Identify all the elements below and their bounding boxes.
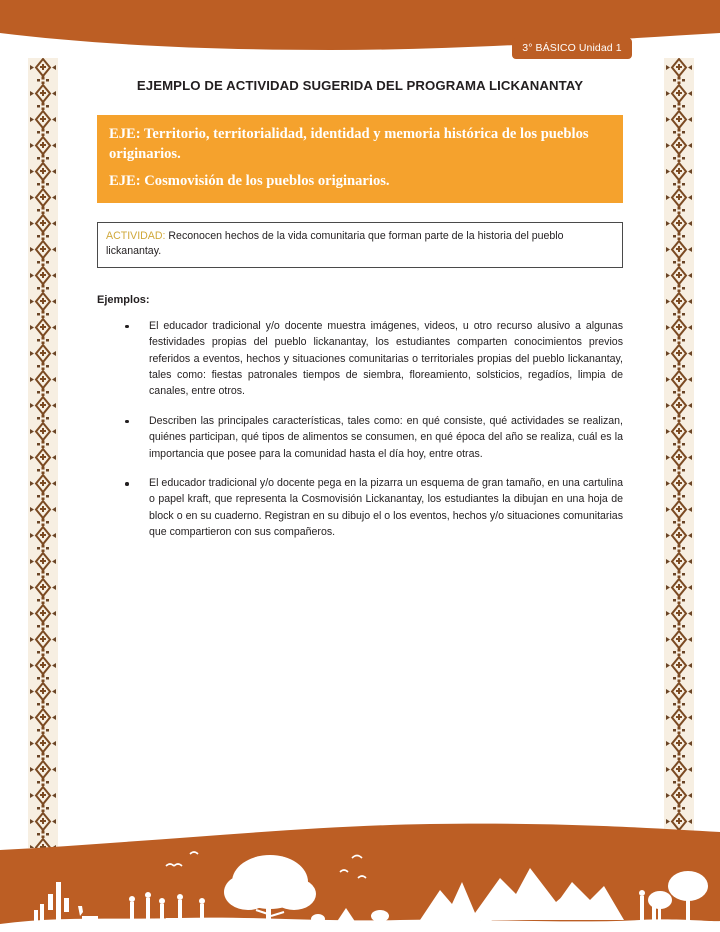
eje-box [97, 115, 623, 203]
eje-line-1: EJE: Territorio, territorialidad, identidad y memoria histórica de los pueblos originarios. [109, 126, 589, 162]
list-item: Describen las principales características, tales como: en qué consiste, qué actividades se realizan, quiénes participan, qué tipos de alimentos se consumen, en qué época del año se realiza, cuál es la importancia que posee para la comunidad hasta el día hoy, entre otras. [97, 413, 623, 462]
page-title: EJEMPLO DE ACTIVIDAD SUGERIDA DEL PROGRAMA LICKANANTAY [136, 78, 584, 93]
actividad-text [106, 229, 614, 260]
actividad-box [97, 222, 623, 268]
list-item: El educador tradicional y/o docente pega en la pizarra un esquema de gran tamaño, en una cartulina o papel kraft, que representa la Cosmovisión Lickanantay, los estudiantes la dibujan en una hoja de block o en su cuaderno. Registran en su dibujo el o los eventos, hechos y/o situaciones comunitarias que compartieron con sus compañeros. [97, 475, 623, 541]
unit-badge: 3° BÁSICO Unidad 1 [512, 38, 632, 59]
top-orange-wave-band [0, 0, 720, 70]
actividad-body: Reconocen hechos de la vida comunitaria que forman parte de la historia del pueblo lickanantay. [106, 230, 564, 258]
eje-line-2: EJE: Cosmovisión de los pueblos originarios. [109, 173, 390, 190]
right-decorative-border [664, 58, 694, 848]
list-item: El educador tradicional y/o docente muestra imágenes, videos, u otro recurso alusivo a algunas festividades propias del pueblo lickanantay, los estudiantes comparten conocimientos previos referidos a eventos, hechos y situaciones comunitarias o territoriales propias del pueblo lickanantay, tales como: fiestas patronales tiempos de siembra, floreamiento, solsticios, regadíos, limpia de canales, entre otros. [97, 318, 623, 400]
actividad-label: ACTIVIDAD: [106, 230, 166, 243]
main-content [97, 78, 623, 554]
bottom-landscape-band [0, 820, 720, 932]
left-decorative-border [28, 58, 58, 848]
examples-list [97, 318, 623, 541]
ejemplos-heading: Ejemplos: [97, 293, 150, 306]
